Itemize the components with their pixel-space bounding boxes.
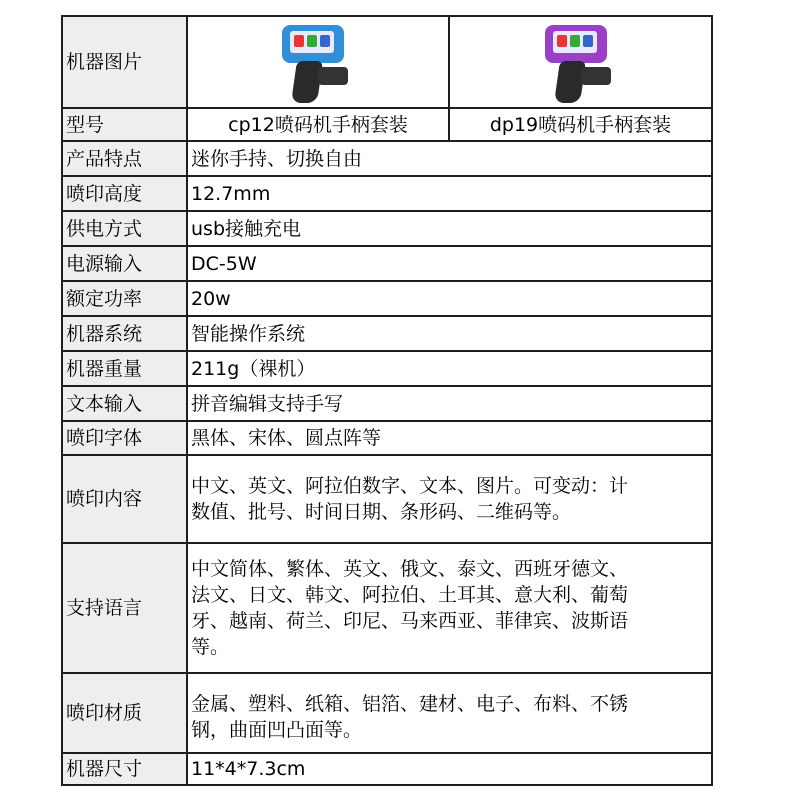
row-value [187,543,712,673]
row-value: 黑体、宋体、圆点阵等 [187,421,712,455]
value-line: 中文简体、繁体、英文、俄文、泰文、西班牙德文、 [191,558,629,580]
row-label: 电源输入 [62,246,187,281]
value-line: 等。 [191,636,230,658]
row-value: 智能操作系统 [187,316,712,351]
row-label: 喷印高度 [62,176,187,211]
row-value: usb接触充电 [187,211,712,246]
spec-row [62,316,712,351]
value-line: 金属、塑料、纸箱、铝箔、建材、电子、布料、不锈 [191,693,629,715]
row-value: DC-5W [187,246,712,281]
model-dp19: dp19喷码机手柄套装 [449,108,712,141]
row-label: 机器图片 [62,16,187,108]
row-label: 喷印字体 [62,421,187,455]
spec-row-long [62,543,712,673]
row-value: 拼音编辑支持手写 [187,386,712,421]
handheld-printer-icon [270,19,366,105]
row-value: 211g（裸机） [187,351,712,386]
spec-row [62,386,712,421]
row-label: 喷印内容 [62,455,187,543]
value-line: 牙、越南、荷兰、印尼、马来西亚、菲律宾、波斯语 [191,610,629,632]
row-value: 12.7mm [187,176,712,211]
value-line: 钢，曲面凹凸面等。 [191,719,363,741]
dp19-photo-cell [449,16,712,108]
value-line: 中文、英文、阿拉伯数字、文本、图片。可变动：计 [191,475,629,497]
spec-row [62,176,712,211]
spec-row [62,421,712,455]
model-row [62,108,712,141]
spec-row [62,351,712,386]
row-label: 喷印材质 [62,673,187,753]
row-value [187,455,712,543]
spec-row [62,281,712,316]
spec-table [61,15,713,786]
spec-row-long [62,673,712,753]
row-label: 型号 [62,108,187,141]
spec-row [62,141,712,176]
row-value: 20w [187,281,712,316]
value-line: 数值、批号、时间日期、条形码、二维码等。 [191,501,572,523]
row-label: 供电方式 [62,211,187,246]
row-value: 迷你手持、切换自由 [187,141,712,176]
model-cp12: cp12喷码机手柄套装 [187,108,449,141]
value-line: 法文、日文、韩文、阿拉伯、土耳其、意大利、葡萄 [191,584,629,606]
cp12-photo-cell [187,16,449,108]
handheld-printer-icon [533,19,629,105]
row-value: 11*4*7.3cm [187,753,712,785]
spec-row [62,753,712,785]
image-row [62,16,712,108]
row-label: 机器尺寸 [62,753,187,785]
spec-row-long [62,455,712,543]
spec-row [62,211,712,246]
row-value [187,673,712,753]
spec-row [62,246,712,281]
row-label: 文本输入 [62,386,187,421]
row-label: 机器系统 [62,316,187,351]
row-label: 产品特点 [62,141,187,176]
row-label: 机器重量 [62,351,187,386]
row-label: 支持语言 [62,543,187,673]
row-label: 额定功率 [62,281,187,316]
